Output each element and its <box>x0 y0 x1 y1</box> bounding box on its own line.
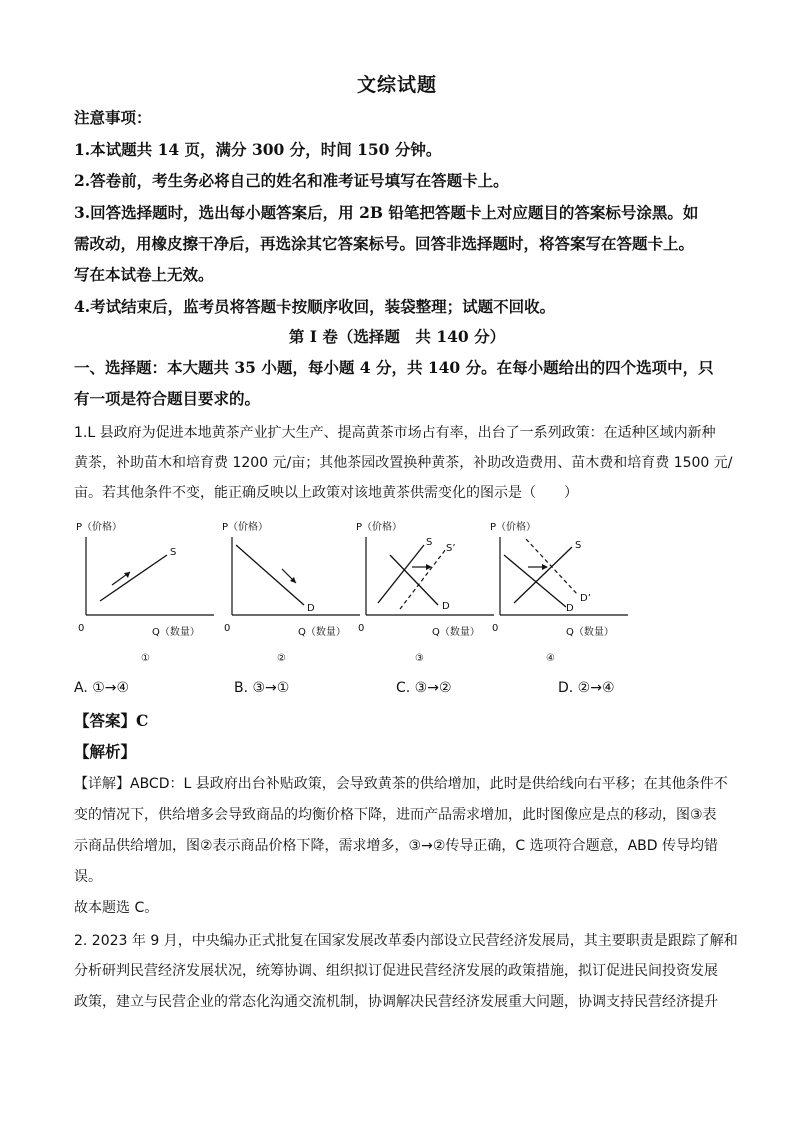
section-instruction: 一、选择题：本大题共 35 小题，每小题 4 分，共 140 分。在每小题给出的四个选项中，只 <box>74 358 714 377</box>
curve-label: D <box>566 603 574 614</box>
q1-detail: 变的情况下，供给增多会导致商品的均衡价格下降，进而产品需求增加，此时图像应是点的移动，图③表 <box>74 807 717 823</box>
option-c[interactable]: C. ③→② <box>396 680 452 696</box>
shifted-supply-curve <box>400 549 446 609</box>
q1-detail: 误。 <box>74 869 102 885</box>
supply-curve <box>100 555 167 601</box>
notice-item: 写在本试卷上无效。 <box>74 265 214 284</box>
graph-number: ③ <box>415 653 424 664</box>
q2-stem: 分析研判民营经济发展状况，统筹协调、组织拟订促进民营经济发展的政策措施，拟订促进民间投资发展 <box>74 963 718 979</box>
demand-curve <box>390 555 438 605</box>
section-instruction: 有一项是符合题目要求的。 <box>74 389 261 408</box>
notice-item: 4.考试结束后，监考员将答题卡按顺序收回，装袋整理；试题不回收。 <box>74 297 556 316</box>
x-axis-label: Q（数量） <box>152 627 200 638</box>
origin-label: 0 <box>224 623 231 634</box>
notice-item: 2.答卷前，考生务必将自己的姓名和准考证号填写在答题卡上。 <box>74 171 509 190</box>
supply-curve <box>514 547 572 603</box>
q2-stem: 政策，建立与民营企业的常态化沟通交流机制，协调解决民营经济发展重大问题，协调支持民营经济提升 <box>74 994 718 1010</box>
curve-label: S <box>170 547 177 558</box>
supply-demand-graph-3 <box>354 515 504 665</box>
supply-demand-graph-1 <box>74 515 224 665</box>
demand-curve <box>236 545 304 605</box>
supply-curve <box>378 545 424 603</box>
q1-stem: 1.L 县政府为促进本地黄茶产业扩大生产、提高黄茶市场占有率，出台了一系列政策：在适种区域内新种 <box>74 425 716 441</box>
curve-label: S’ <box>446 543 456 554</box>
q1-options <box>74 680 724 702</box>
q1-detail: 【详解】ABCD：L 县政府出台补贴政策，会导致黄茶的供给增加，此时是供给线向右平移；在其他条件不 <box>74 776 728 792</box>
x-axis-label: Q（数量） <box>566 627 614 638</box>
q2-stem: 2. 2023 年 9 月，中央编办正式批复在国家发展改革委内部设立民营经济发展局，其主要职责是跟踪了解和 <box>74 933 738 949</box>
curve-label: D <box>442 601 450 612</box>
y-axis-label: P（价格） <box>490 522 537 533</box>
q1-conclusion: 故本题选 C。 <box>74 900 159 916</box>
curve-label: S <box>426 537 433 548</box>
option-d[interactable]: D. ②→④ <box>558 680 615 696</box>
curve-label: D’ <box>580 593 591 604</box>
option-a[interactable]: A. ①→④ <box>74 680 130 696</box>
curve-label: D <box>307 603 315 614</box>
y-axis-label: P（价格） <box>356 522 403 533</box>
q1-stem: 亩。若其他条件不变，能正确反映以上政策对该地黄茶供需变化的图示是（ ） <box>74 485 578 501</box>
graph-number: ④ <box>546 653 555 664</box>
notice-item: 3.回答选择题时，选出每小题答案后，用 2B 铅笔把答题卡上对应题目的答案标号涂黑。如 <box>74 203 699 222</box>
demand-curve <box>504 555 566 607</box>
q1-analysis-label: 【解析】 <box>74 742 137 761</box>
q1-stem: 黄茶，补助苗木和培育费 1200 元/亩；其他茶园改置换种黄茶，补助改造费用、苗木费和培育费 1500 元/ <box>74 455 733 471</box>
section-title: 第 I 卷（选择题 共 140 分） <box>288 327 506 346</box>
supply-demand-graph-2 <box>220 515 370 665</box>
notice-item: 1.本试题共 14 页，满分 300 分，时间 150 分钟。 <box>74 140 442 159</box>
notice-item: 需改动，用橡皮擦干净后，再选涂其它答案标号。回答非选择题时，将答案写在答题卡上。 <box>74 234 695 253</box>
x-axis-label: Q（数量） <box>432 627 480 638</box>
y-axis-label: P（价格） <box>222 522 269 533</box>
origin-label: 0 <box>492 623 499 634</box>
origin-label: 0 <box>78 623 85 634</box>
arrow-head <box>542 564 548 570</box>
graph-number: ① <box>141 653 150 664</box>
y-axis-label: P（价格） <box>76 522 123 533</box>
curve-label: S <box>575 540 582 551</box>
q1-detail: 示商品供给增加，图②表示商品价格下降，需求增多，③→②传导正确，C 选项符合题意，ABD 传导均错 <box>74 838 719 854</box>
notice-heading: 注意事项： <box>74 108 152 127</box>
origin-label: 0 <box>358 623 365 634</box>
x-axis-label: Q（数量） <box>298 627 346 638</box>
page-title: 文综试题 <box>356 74 437 96</box>
supply-demand-graph-4 <box>488 515 638 665</box>
q1-answer: 【答案】C <box>74 711 149 730</box>
graph-number: ② <box>277 653 286 664</box>
option-b[interactable]: B. ③→① <box>234 680 290 696</box>
